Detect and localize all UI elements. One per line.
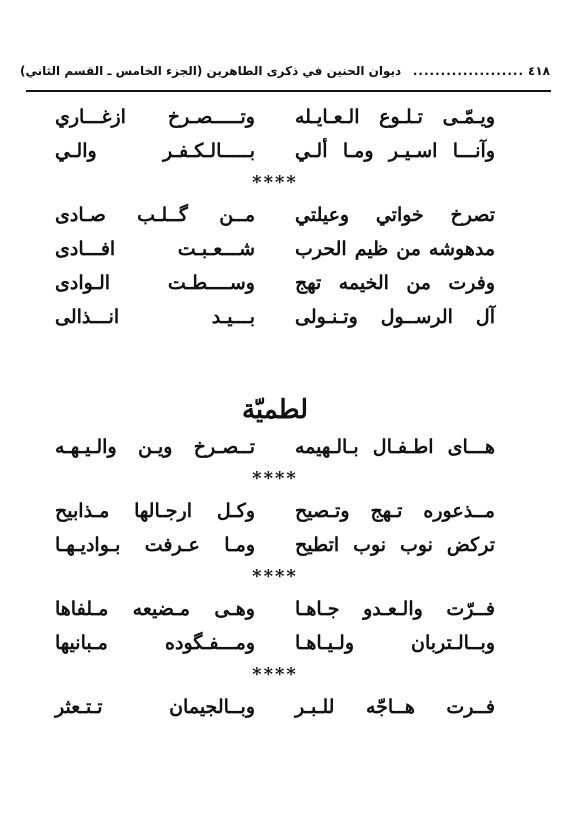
verse-right-hemistich: هـــاى اطـفـال بـالـهيمه — [295, 436, 495, 458]
page-number: ٤١٨ — [528, 64, 550, 78]
verse-right-hemistich: ويـمّـى تـلـوع الـعـايـله — [295, 106, 495, 128]
verse-left-hemistich: ومـا عـرفت بـواديـهـا — [55, 534, 255, 556]
verse-left-hemistich: تــصـرخ ويـن والـيـهـه — [55, 436, 255, 458]
running-header — [20, 60, 550, 82]
poem-title: لطميّة — [241, 395, 309, 425]
leader-dots: .................... — [412, 64, 525, 78]
section-gap — [55, 334, 495, 390]
verse-right-hemistich: تصرخ خواتي وعيلتي — [295, 204, 495, 226]
verse-left-hemistich: وكـل ارجـالها مـذابيح — [55, 500, 255, 522]
verse-line — [55, 592, 495, 626]
verse-right-hemistich: تركض نوب نوب اتطيح — [295, 534, 495, 556]
verse-right-hemistich: مــذعوره تـهج وتـصيح — [295, 500, 495, 522]
stanza-separator: **** — [252, 566, 298, 587]
verse-left-hemistich: ومـــفـگوده مـبانيها — [55, 632, 255, 654]
verse-line — [55, 430, 495, 464]
verse-line — [55, 266, 495, 300]
poem-content — [55, 100, 495, 724]
verse-right-hemistich: فــرت هــاجّه للـبـر — [295, 696, 495, 718]
verse-right-hemistich: وبــالـتربان ولـيـاهـا — [295, 632, 495, 654]
verse-left-hemistich: وبــالجيمان تـتـعثر — [55, 696, 255, 718]
verse-right-hemistich: وآنـــا اسـيـر ومـا ألـي — [295, 140, 495, 162]
running-title: ديوان الحنين في ذكرى الطاهرين (الجزء الخامس ـ القسم الثاني) — [20, 64, 402, 78]
verse-line — [55, 198, 495, 232]
verse-line — [55, 100, 495, 134]
verse-line — [55, 626, 495, 660]
verse-right-hemistich: آل الرســول وتـنـولى — [295, 306, 495, 328]
verse-left-hemistich: مــن گــلـب صـادى — [55, 204, 255, 226]
verse-line — [55, 232, 495, 266]
stanza-separator: **** — [252, 468, 298, 489]
header-rule — [26, 90, 551, 92]
verse-right-hemistich: فــرّت والـعـدو جـاهـا — [295, 598, 495, 620]
verse-right-hemistich: وفرت من الخيمه تهج — [295, 272, 495, 294]
stanza-separator: **** — [252, 172, 298, 193]
verse-right-hemistich: مدهوشه من ظيم الحرب — [295, 238, 495, 260]
verse-left-hemistich: وتـــــصـرخ ازغـــاري — [55, 106, 255, 128]
stanza-separator: **** — [252, 664, 298, 685]
verse-left-hemistich: شـــعـبـت افـــادى — [55, 238, 255, 260]
verse-line — [55, 494, 495, 528]
verse-line — [55, 690, 495, 724]
verse-line — [55, 134, 495, 168]
verse-line — [55, 528, 495, 562]
verse-left-hemistich: بـــيـد انـــذالى — [55, 306, 255, 328]
verse-left-hemistich: بـــــالـكـفـر والـي — [55, 140, 255, 162]
verse-left-hemistich: وهـى مـضيعه مـلفاها — [55, 598, 255, 620]
verse-line — [55, 300, 495, 334]
verse-left-hemistich: وســــطـت الـوادى — [55, 272, 255, 294]
